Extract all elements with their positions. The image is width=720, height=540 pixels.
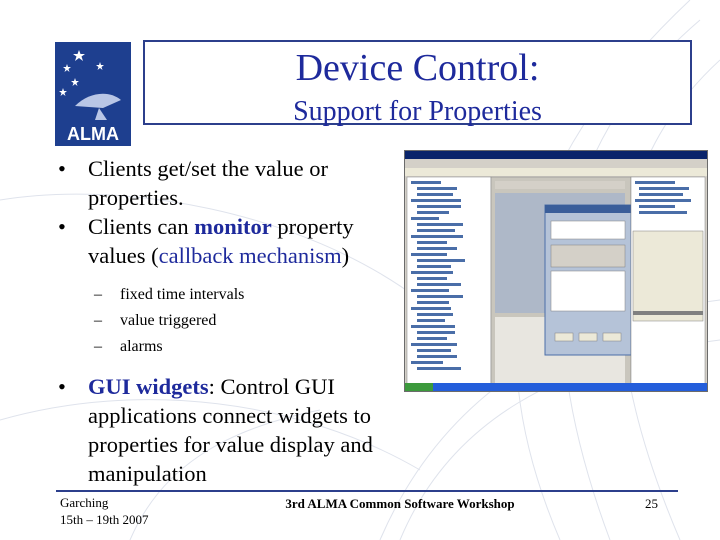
gui-screenshot-image [405,151,707,391]
footer-divider [56,490,678,492]
highlight-gui-widgets: GUI widgets [88,374,209,399]
sub-bullet-text: fixed time intervals [120,286,245,303]
footer-dates-text: 15th – 19th 2007 [60,512,149,527]
alma-logo-text: ALMA [67,124,119,144]
sub-bullet-list [94,282,406,360]
bullet-dot-icon: • [58,156,66,181]
sub-bullet-item [94,308,406,334]
alma-logo-icon [55,42,131,146]
gui-screenshot [404,150,708,392]
bullet-item [56,372,406,488]
sub-bullet-item [94,282,406,308]
bullet-text-mid: property values ( [88,214,354,268]
bullet-dot-icon: • [58,374,66,399]
slide-subtitle: Support for Properties [293,96,542,127]
highlight-monitor: monitor [194,214,272,239]
footer-workshop: 3rd ALMA Common Software Workshop [285,496,515,511]
sub-bullet-item [94,334,406,360]
bullet-item [56,154,406,212]
alma-logo [55,42,131,146]
bullet-text: : Control GUI applications connect widgets to properties for value display and manipulation [88,374,373,486]
slide-title: Device Control: [295,47,540,89]
dash-icon: – [94,338,102,355]
dash-icon: – [94,312,102,329]
sub-bullet-text: value triggered [120,312,217,329]
sub-bullet-text: alarms [120,338,163,355]
slide-content [56,154,406,488]
bullet-text: Clients get/set the value or properties. [88,156,328,210]
footer-location [60,494,148,528]
page-number: 25 [645,496,658,511]
bullet-item [56,212,406,270]
dash-icon: – [94,286,102,303]
title-box [143,40,692,125]
bullet-text-post: ) [341,243,350,268]
bullet-text-pre: Clients can [88,214,195,239]
footer-location-text: Garching [60,495,109,510]
highlight-callback: callback mechanism [158,243,342,268]
bullet-dot-icon: • [58,214,66,239]
